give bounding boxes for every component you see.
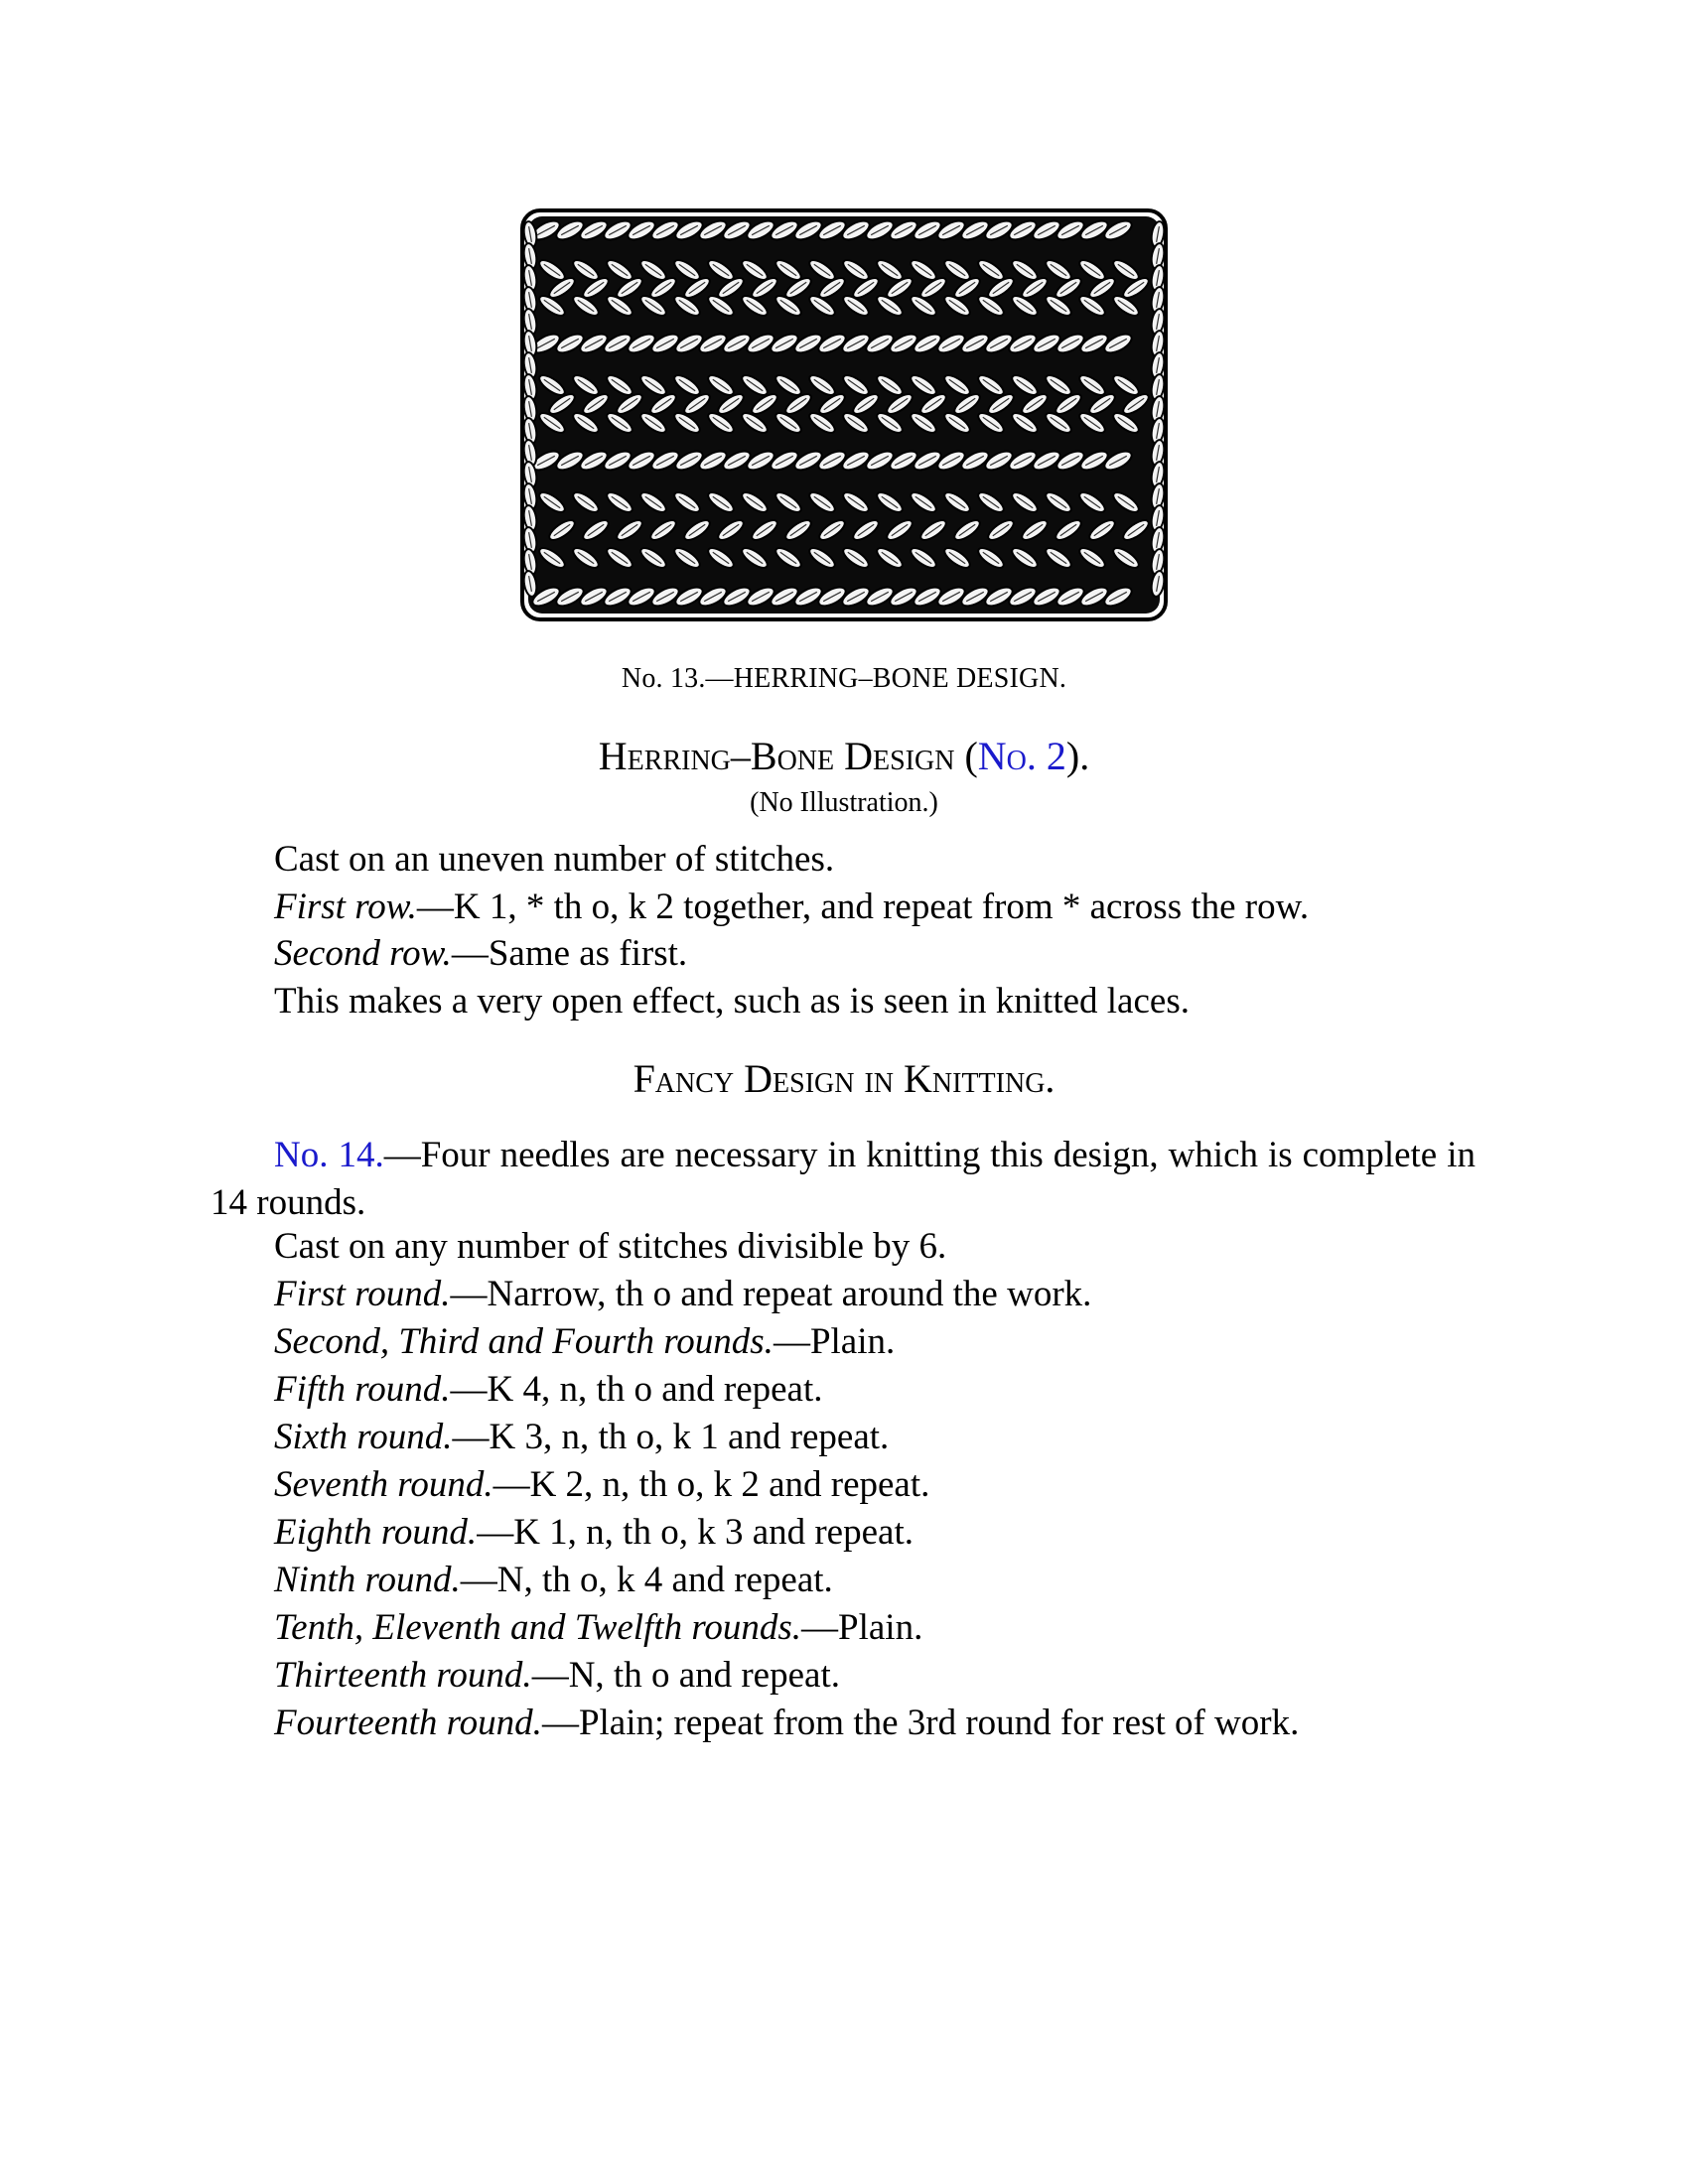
instruction-line <box>274 983 1190 1020</box>
instruction-text: —K 2, n, th o, k 2 and repeat. <box>492 1464 930 1505</box>
herring-bone-illustration <box>506 195 1182 639</box>
instruction-text: Cast on an uneven number of stitches. <box>274 839 835 880</box>
instruction-label: First round. <box>274 1274 451 1314</box>
intro-text: —Four needles are necessary in knitting this design, which is complete in 14 rounds. <box>211 1135 1476 1223</box>
heading-close: ). <box>1065 734 1090 778</box>
instruction-text: —K 3, n, th o, k 1 and repeat. <box>452 1417 890 1457</box>
instruction-label: Eighth round. <box>274 1512 478 1553</box>
instruction-label: Tenth, Eleventh and Twelfth rounds. <box>274 1607 802 1648</box>
instruction-text: This makes a very open effect, such as is seen in knitted laces. <box>274 981 1190 1022</box>
heading-reference-link[interactable]: No. 2 <box>977 734 1066 778</box>
instruction-line <box>274 1323 895 1360</box>
instruction-text: —K 4, n, th o and repeat. <box>450 1369 823 1410</box>
instruction-text: —K 1, * th o, k 2 together, and repeat from * across the row. <box>416 887 1310 927</box>
instruction-label: Seventh round. <box>274 1464 493 1505</box>
instruction-text: —Same as first. <box>451 933 688 974</box>
section-heading-fancy-design: Fancy Design in Knitting. <box>633 1056 1055 1101</box>
instruction-text: —N, th o and repeat. <box>531 1655 840 1696</box>
instruction-text: —Narrow, th o and repeat around the work. <box>450 1274 1092 1314</box>
instruction-line <box>274 888 1309 925</box>
instruction-line <box>274 1419 889 1455</box>
instruction-label: First row. <box>274 887 417 927</box>
figure-caption: No. 13.—HERRING–BONE DESIGN. <box>621 663 1067 694</box>
instruction-line <box>274 1705 1299 1741</box>
heading-text: Herring–Bone Design ( <box>598 734 978 778</box>
instruction-line <box>274 935 687 972</box>
instruction-line <box>274 1276 1091 1312</box>
instruction-line <box>274 1657 840 1694</box>
section-heading-herring-bone <box>0 734 1688 778</box>
instruction-label: Second row. <box>274 933 452 974</box>
instruction-line <box>274 1371 823 1408</box>
no-illustration-note: (No Illustration.) <box>750 787 938 818</box>
instruction-label: Fourteenth round. <box>274 1703 542 1743</box>
instruction-label: Fifth round. <box>274 1369 451 1410</box>
instruction-text: —N, th o, k 4 and repeat. <box>460 1560 833 1600</box>
instruction-label: Thirteenth round. <box>274 1655 532 1696</box>
instruction-line <box>274 1514 914 1551</box>
knitted-swatch-image <box>506 195 1182 639</box>
instruction-text: —Plain. <box>773 1321 896 1362</box>
instruction-line <box>274 1562 833 1598</box>
intro-reference-link[interactable]: No. 14. <box>274 1135 384 1175</box>
instruction-line <box>274 841 834 878</box>
instruction-line <box>274 1228 946 1265</box>
instruction-text: Cast on any number of stitches divisible by 6. <box>274 1226 947 1267</box>
instruction-text: —Plain. <box>801 1607 923 1648</box>
instruction-text: —Plain; repeat from the 3rd round for rest of work. <box>541 1703 1300 1743</box>
instruction-label: Ninth round. <box>274 1560 461 1600</box>
instruction-line <box>274 1609 922 1646</box>
intro-paragraph <box>211 1132 1476 1227</box>
instruction-line <box>274 1466 929 1503</box>
instruction-label: Sixth round. <box>274 1417 453 1457</box>
instruction-text: —K 1, n, th o, k 3 and repeat. <box>477 1512 914 1553</box>
instruction-label: Second, Third and Fourth rounds. <box>274 1321 774 1362</box>
